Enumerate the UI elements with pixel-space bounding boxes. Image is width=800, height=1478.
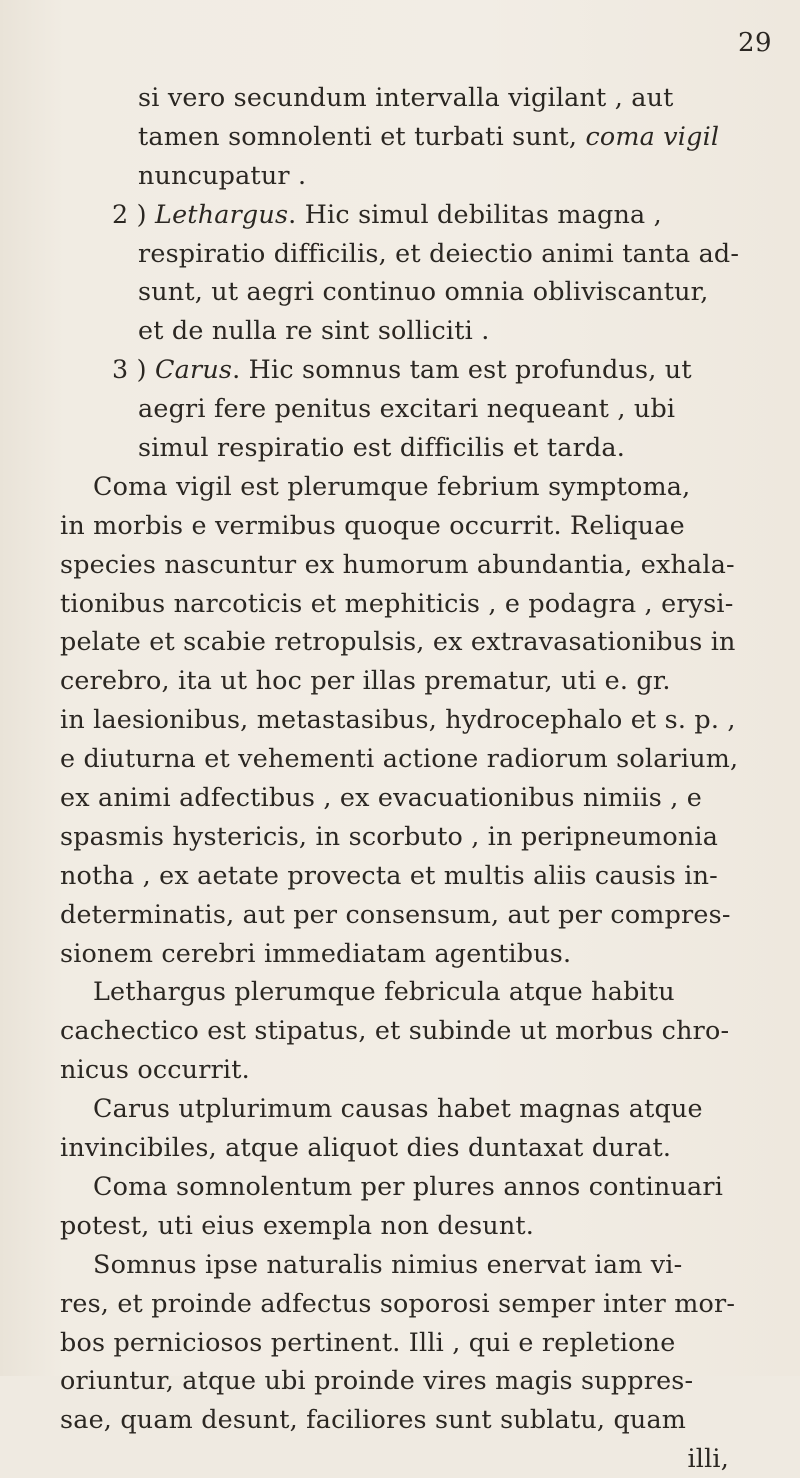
text-line	[60, 195, 765, 234]
text-line	[60, 350, 765, 389]
text-span: nicus occurrit.	[60, 1054, 250, 1085]
text-line	[60, 700, 765, 739]
text-span: res, et proinde adfectus soporosi semper inter mor-	[60, 1287, 736, 1318]
text-line	[60, 311, 765, 350]
page-number: 29	[738, 28, 773, 58]
text-span: Somnus ipse naturalis nimius enervat iam vi-	[93, 1248, 683, 1279]
text-line	[60, 1245, 765, 1284]
text-span: potest, uti eius exempla non desunt.	[60, 1209, 535, 1240]
italic-term: Carus	[155, 354, 233, 385]
text-line	[60, 856, 765, 895]
text-line	[60, 584, 765, 623]
text-span: spasmis hystericis, in scorbuto , in peripneumonia	[60, 820, 719, 851]
text-span: in laesionibus, metastasibus, hydrocephalo et s. p. ,	[60, 704, 736, 735]
text-span: oriuntur, atque ubi proinde vires magis suppres-	[60, 1365, 694, 1396]
text-span: ex animi adfectibus , ex evacuationibus nimiis , e	[60, 782, 702, 813]
text-line	[60, 1206, 765, 1245]
text-line	[60, 661, 765, 700]
text-span: e diuturna et vehementi actione radiorum solarium,	[60, 743, 739, 774]
text-span: tamen somnolenti et turbati sunt,	[138, 120, 586, 151]
text-span: Coma vigil est plerumque febrium symptoma,	[93, 470, 691, 501]
text-span: invincibiles, atque aliquot dies duntaxat durat.	[60, 1132, 672, 1163]
text-line	[60, 622, 765, 661]
text-span: 3 )	[112, 354, 156, 385]
text-line	[60, 1128, 765, 1167]
text-span: et de nulla re sint solliciti .	[138, 315, 490, 346]
text-line	[60, 817, 765, 856]
text-span: . Hic simul debilitas magna ,	[288, 198, 662, 229]
text-span: determinatis, aut per consensum, aut per compres-	[60, 898, 731, 929]
italic-term: Lethargus	[155, 198, 289, 229]
text-line	[60, 739, 765, 778]
text-line	[60, 1167, 765, 1206]
italic-term: coma vigil	[585, 120, 720, 151]
text-line	[60, 234, 765, 273]
text-span: illi,	[687, 1443, 729, 1474]
text-line	[60, 506, 765, 545]
text-line	[60, 778, 765, 817]
text-span: sionem cerebri immediatam agentibus.	[60, 937, 572, 968]
text-span: aegri fere penitus excitari nequeant , ubi	[138, 393, 676, 424]
text-line	[60, 389, 765, 428]
text-line	[60, 117, 765, 156]
text-span: cerebro, ita ut hoc per illas prematur, uti e. gr.	[60, 665, 671, 696]
text-span: bos perniciosos pertinent. Illi , qui e repletione	[60, 1326, 676, 1357]
text-line	[60, 1050, 765, 1089]
text-line	[60, 428, 765, 467]
text-span: nuncupatur .	[138, 159, 307, 190]
text-line	[60, 156, 765, 195]
text-span: notha , ex aetate provecta et multis aliis causis in-	[60, 859, 718, 890]
text-span: Lethargus plerumque febricula atque habitu	[93, 976, 675, 1007]
text-span: species nascuntur ex humorum abundantia, exhala-	[60, 548, 735, 579]
body-text	[60, 78, 765, 1478]
text-line	[60, 1089, 765, 1128]
text-line	[60, 467, 765, 506]
text-line	[60, 895, 765, 934]
text-span: pelate et scabie retropulsis, ex extravasationibus in	[60, 626, 736, 657]
text-span: in morbis e vermibus quoque occurrit. Reliquae	[60, 509, 685, 540]
text-span: respiratio difficilis, et deiectio animi tanta ad-	[138, 237, 740, 268]
text-span: . Hic somnus tam est profundus, ut	[232, 354, 692, 385]
text-span: sae, quam desunt, faciliores sunt sublatu, quam	[60, 1404, 687, 1435]
text-span: si vero secundum intervalla vigilant , aut	[138, 82, 674, 112]
text-span: 2 )	[112, 198, 156, 229]
text-span: cachectico est stipatus, et subinde ut morbus chro-	[60, 1015, 730, 1046]
text-line	[60, 272, 765, 311]
text-line	[60, 1323, 765, 1362]
text-line	[60, 1284, 765, 1323]
text-line	[60, 78, 765, 117]
text-line	[60, 972, 765, 1011]
text-line	[60, 545, 765, 584]
text-span: simul respiratio est difficilis et tarda.	[138, 432, 626, 463]
text-line	[60, 934, 765, 973]
text-line	[60, 1361, 765, 1400]
text-line	[60, 1439, 765, 1478]
text-span: sunt, ut aegri continuo omnia obliviscantur,	[138, 276, 709, 307]
text-span: Coma somnolentum per plures annos continuari	[93, 1170, 724, 1201]
text-line	[60, 1400, 765, 1439]
text-span: Carus utplurimum causas habet magnas atque	[93, 1093, 703, 1124]
text-span: tionibus narcoticis et mephiticis , e podagra , erysi-	[60, 587, 734, 618]
text-line	[60, 1011, 765, 1050]
